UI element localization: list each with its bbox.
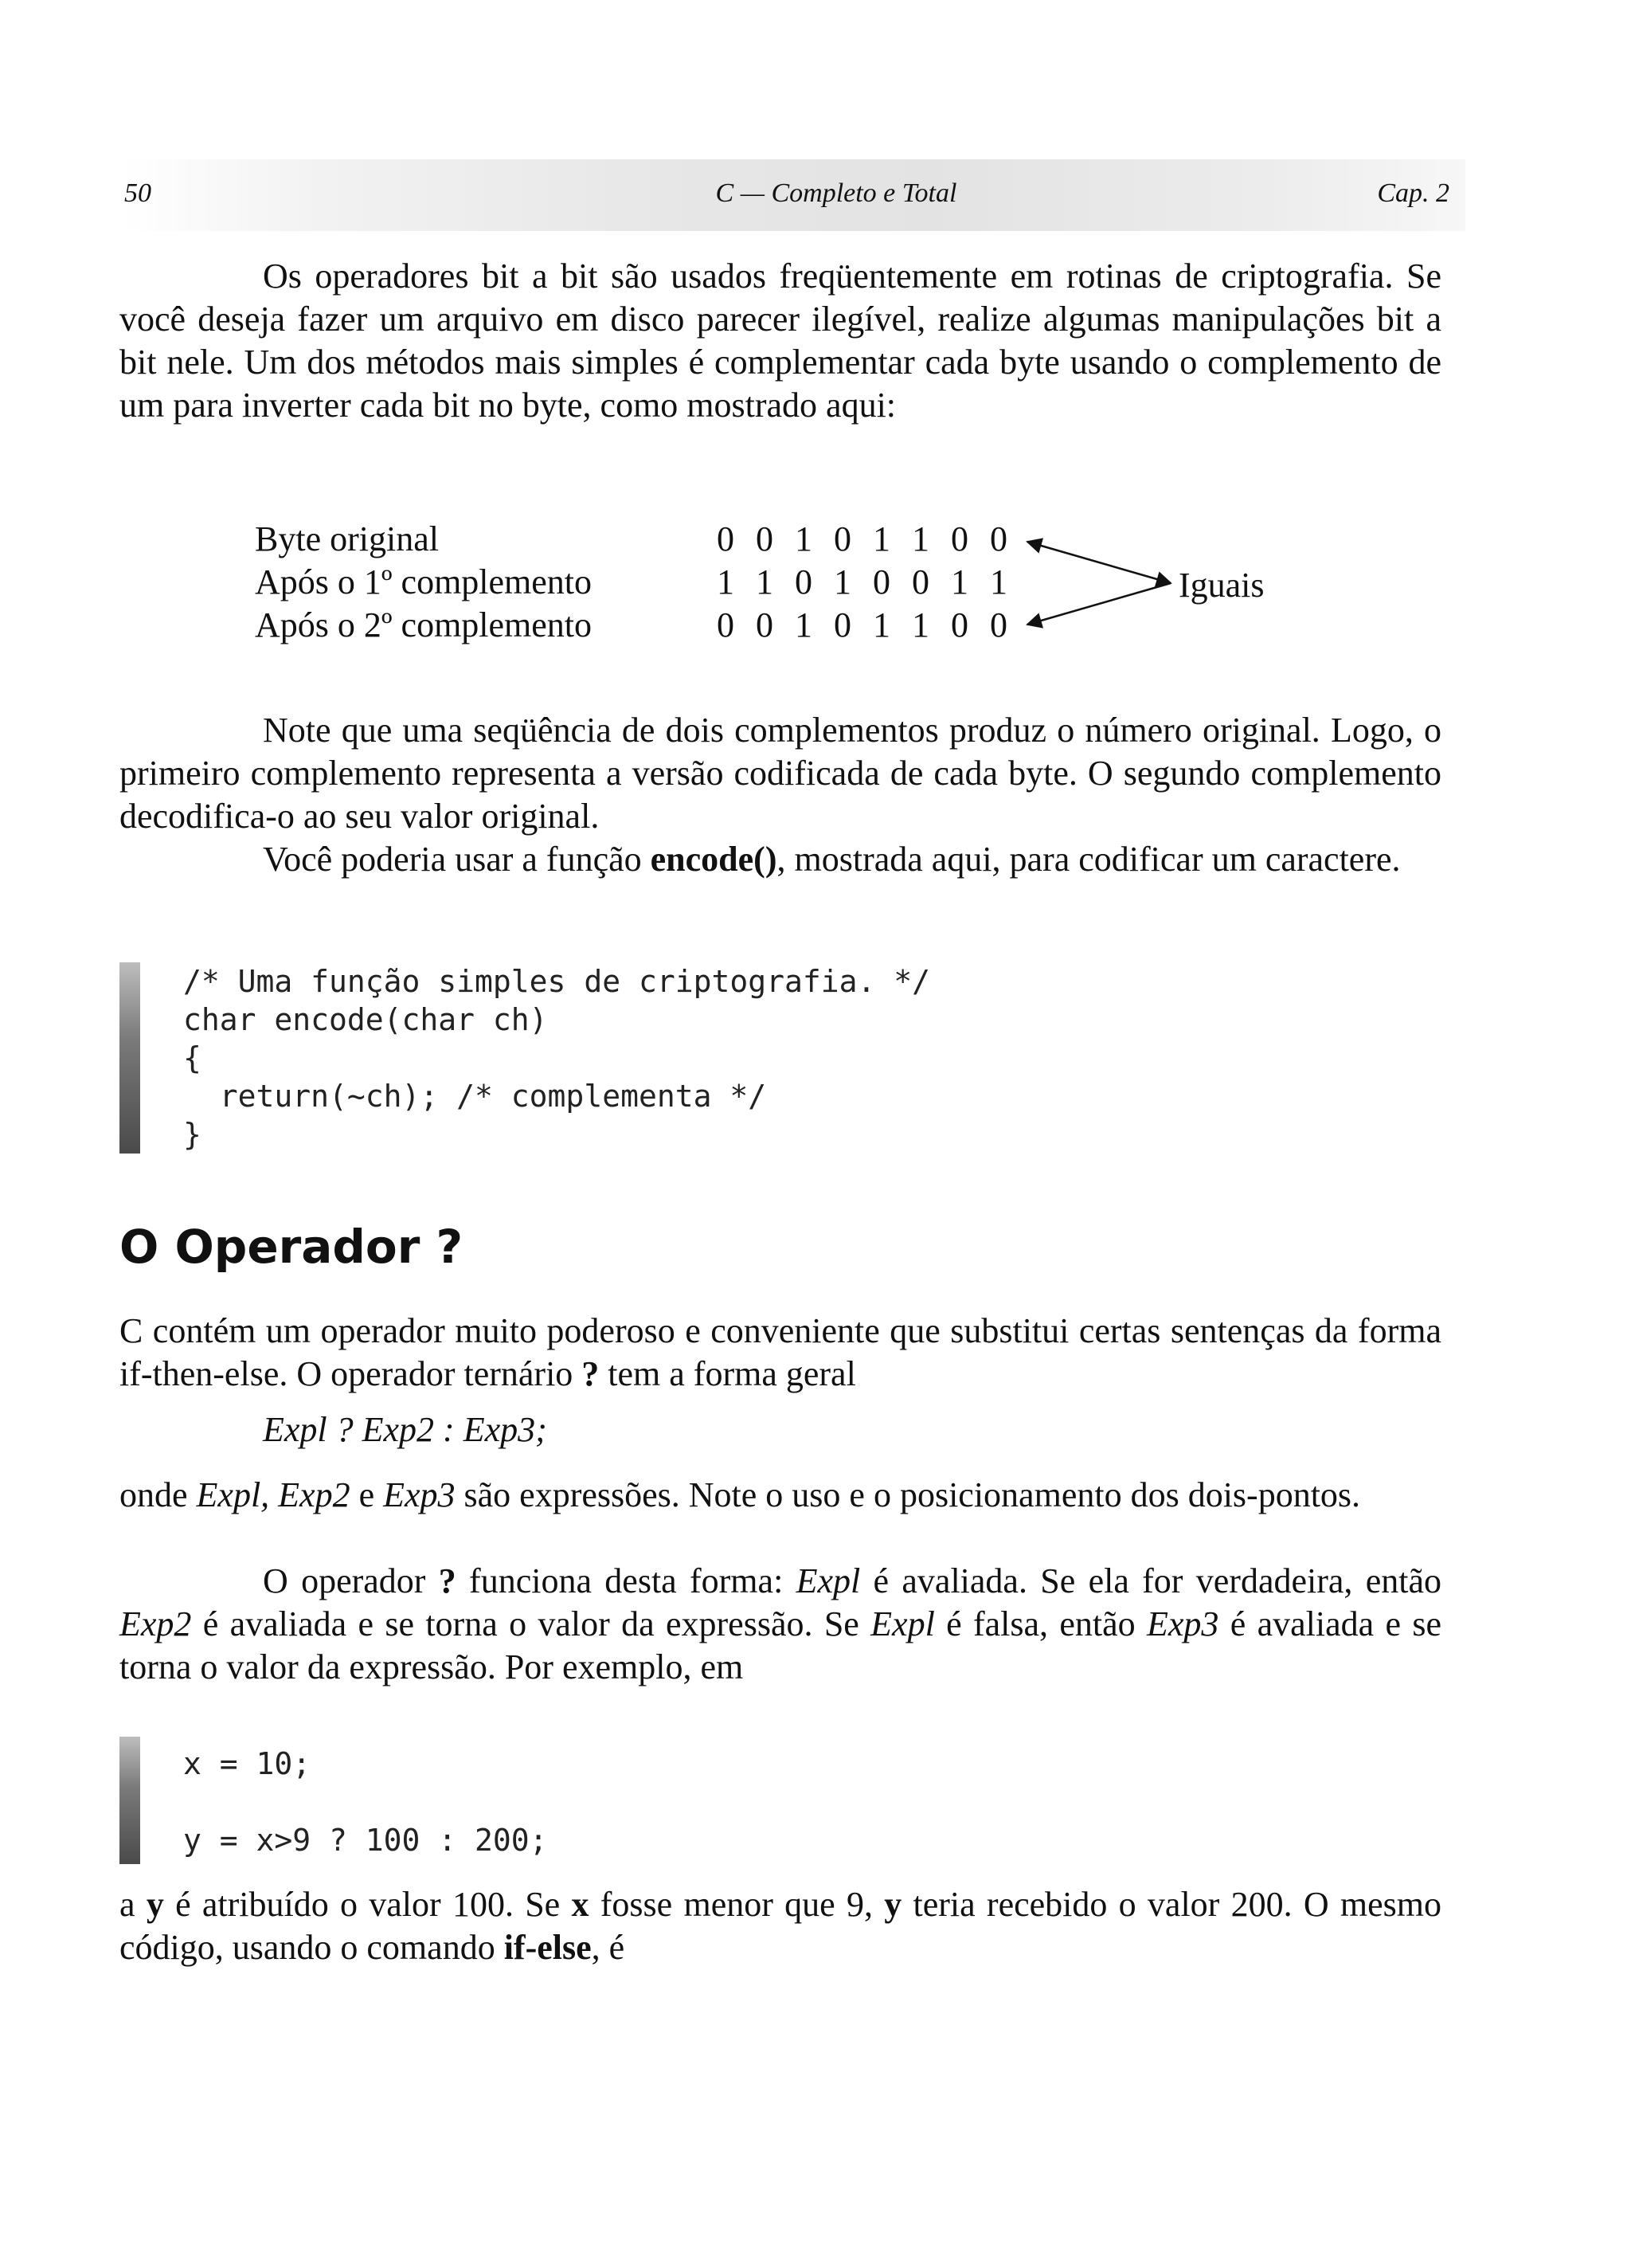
row-bits: 0 0 1 0 1 1 0 0 (717, 519, 1012, 558)
complement-row-second (255, 604, 1051, 647)
code-margin-bar (119, 962, 140, 1154)
text-run: é avaliada e se torna o valor da expressão. Se (191, 1604, 871, 1643)
paragraph-double-complement: Note que uma seqüência de dois complementos produz o número original. Logo, o primeiro complemento representa a versão codificada de cada byte. O segundo complemento decodifica-o ao seu valor original. (119, 711, 1441, 836)
code-block-encode (119, 962, 1234, 1161)
italic-run: Expl (796, 1561, 861, 1600)
row-label: Após o 1º complemento (255, 562, 593, 601)
text-run: tem a forma geral (599, 1354, 856, 1393)
italic-run: Expl, Exp2 (196, 1475, 350, 1514)
paragraph-expressions (119, 1474, 1441, 1517)
code-ternary: x = 10; y = x>9 ? 100 : 200; (183, 1746, 548, 1858)
variable-name: y (884, 1885, 902, 1924)
operator-symbol: ? (581, 1354, 600, 1393)
text-run: onde (119, 1475, 197, 1514)
code-encode: /* Uma função simples de criptografia. */ char encode(char ch) { return(~ch); /* complementa */ } (183, 964, 930, 1152)
paragraph-ternary-intro (119, 1310, 1441, 1396)
variable-name: x (571, 1885, 589, 1924)
equality-arrows-icon (1019, 527, 1179, 639)
text-run: é avaliada e se torna o valor da expressão. Por exemplo, em (119, 1604, 1442, 1686)
paragraph-result (119, 1883, 1441, 1969)
operator-symbol: ? (438, 1561, 456, 1600)
text-run: C contém um operador muito poderoso e conveniente que substitui certas sentenças da forma if-then-else. O operador ternário (119, 1311, 1441, 1393)
complement-row-first (255, 561, 1051, 604)
book-title: C — Completo e Total (715, 178, 957, 208)
row-label: Byte original (255, 519, 439, 558)
text-run: O operador (263, 1561, 439, 1600)
text-run: teria recebido o valor 200. O mesmo código, usando o comando (119, 1885, 1442, 1967)
running-header (119, 159, 1465, 231)
variable-name: y (146, 1885, 164, 1924)
italic-run: Exp3 (1147, 1604, 1219, 1643)
text-run: funciona desta forma: (456, 1561, 796, 1600)
text-run: é avaliada. Se ela for verdadeira, então (860, 1561, 1442, 1600)
italic-run: Expl (870, 1604, 935, 1643)
text-run: fosse menor que 9, (589, 1885, 885, 1924)
paragraph-crypto-intro: Os operadores bit a bit são usados freqüentemente em rotinas de criptografia. Se você deseja fazer um arquivo em disco parecer ilegível, realize algumas manipulações bit a bit nele. Um dos métodos mais simples é complementar cada byte usando o complemento de um para inverter cada bit no byte, como mostrado aqui: (119, 257, 1441, 425)
code-block-ternary (119, 1737, 916, 1872)
italic-run: Exp2 (119, 1604, 192, 1643)
paragraph-encode-intro (119, 838, 1441, 881)
text-run: Você poderia usar a função (263, 840, 651, 879)
page-number: 50 (124, 178, 151, 208)
text-run: , é (591, 1928, 625, 1967)
function-name: encode() (650, 840, 777, 879)
complement-row-original (255, 518, 1051, 561)
row-label: Após o 2º complemento (255, 605, 593, 644)
italic-run: Exp3 (383, 1475, 456, 1514)
equal-label: Iguais (1179, 566, 1265, 605)
text-run: são expressões. Note o uso e o posicionamento dos dois-pontos. (455, 1475, 1361, 1514)
keyword: if-else (503, 1928, 592, 1967)
text-run: é falsa, então (934, 1604, 1147, 1643)
chapter-label: Cap. 2 (1377, 178, 1449, 208)
section-title: O Operador ? (119, 1220, 463, 1274)
paragraph-ternary-behavior (119, 1560, 1441, 1689)
row-bits: 1 1 0 1 0 0 1 1 (717, 562, 1012, 601)
text-run: e (350, 1475, 384, 1514)
code-margin-bar (119, 1737, 140, 1864)
text-run: , mostrada aqui, para codificar um caractere. (776, 840, 1401, 879)
ternary-syntax: Expl ? Exp2 : Exp3; (263, 1410, 547, 1449)
row-bits: 0 0 1 0 1 1 0 0 (717, 605, 1012, 644)
complement-table (255, 518, 1449, 661)
text-run: a (119, 1885, 147, 1924)
text-run: é atribuído o valor 100. Se (163, 1885, 572, 1924)
